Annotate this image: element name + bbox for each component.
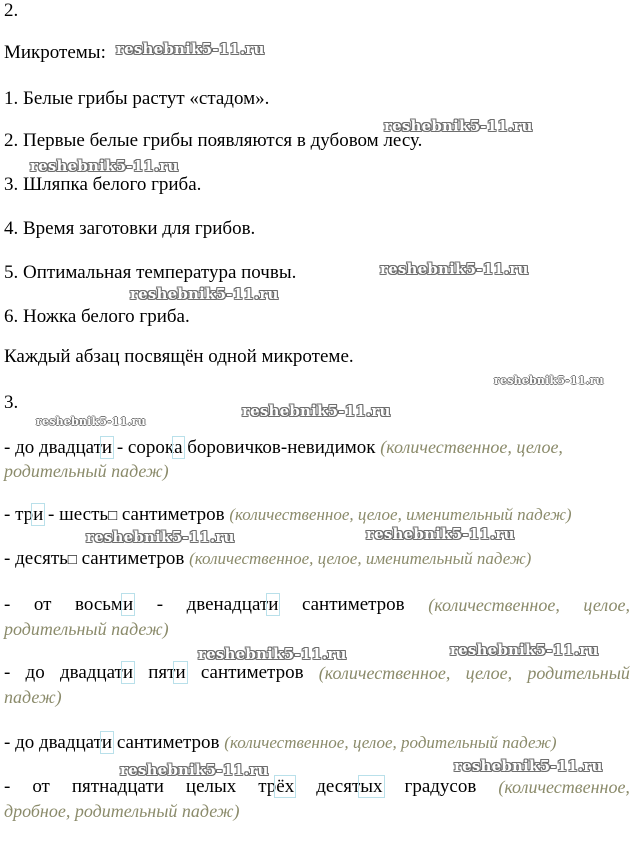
watermark: reshebnik5-11.ru (494, 374, 604, 387)
example-word: от (32, 776, 50, 797)
example-1-line1 (4, 436, 630, 459)
example-text: - тр (4, 504, 34, 525)
example-word: восьми (75, 594, 134, 615)
example-4-line2: родительный падеж) (4, 619, 169, 639)
grammar-note: (количественное, целое, именительный падеж) (229, 505, 572, 524)
example-text: боровичков-невидимок (182, 437, 381, 458)
grammar-note: (количественное, целое, родительный падеж) (224, 733, 557, 752)
example-text: сантиметров (76, 548, 190, 569)
example-word: двадцати (59, 662, 134, 683)
example-1-line2: родительный падеж) (4, 461, 169, 481)
example-3 (4, 548, 630, 571)
grammar-note: (количественное, (318, 663, 451, 683)
example-word: - (4, 776, 11, 797)
example-text: - до двадцат (4, 437, 102, 458)
highlighted-ending: и (33, 504, 44, 525)
example-text: - до двадцат (4, 732, 102, 753)
example-word: трёх (258, 776, 295, 797)
watermark: reshebnik5-11.ru (120, 761, 269, 779)
example-word: до (25, 662, 45, 683)
watermark: reshebnik5-11.ru (36, 415, 146, 428)
example-word: сантиметров (200, 662, 304, 683)
example-word: - (4, 594, 11, 615)
watermark: reshebnik5-11.ru (86, 528, 235, 546)
grammar-note: (количественное, (428, 595, 560, 615)
grammar-note: (количественное, целое, (380, 437, 563, 457)
highlighted-ending: и (175, 662, 186, 683)
highlighted-ending: а (174, 437, 183, 458)
microtheme-4: 4. Время заготовки для грибов. (4, 218, 256, 239)
empty-ending-box: □ (67, 552, 77, 568)
watermark: reshebnik5-11.ru (454, 757, 603, 775)
grammar-note: (количественное, (498, 777, 630, 797)
microtheme-6: 6. Ножка белого гриба. (4, 306, 190, 327)
highlighted-ending: и (122, 662, 134, 683)
example-word: - (4, 662, 11, 683)
example-word: от (33, 594, 52, 615)
example-text: - сорок (112, 437, 175, 458)
watermark: reshebnik5-11.ru (450, 641, 599, 659)
grammar-note: (количественное, целое, именительный падеж) (189, 549, 532, 568)
example-7-line1 (4, 776, 630, 798)
example-text: - десять (4, 548, 68, 569)
section2-summary: Каждый абзац посвящён одной микротеме. (4, 346, 354, 367)
example-text: сантиметров (112, 732, 225, 753)
watermark: reshebnik5-11.ru (130, 285, 279, 303)
highlighted-ending: и (101, 732, 113, 753)
highlighted-ending: и (101, 437, 113, 458)
example-6 (4, 732, 630, 754)
example-word: градусов (404, 776, 477, 797)
watermark: reshebnik5-11.ru (30, 157, 179, 175)
watermark: reshebnik5-11.ru (116, 40, 265, 58)
microtheme-1: 1. Белые грибы растут «стадом». (4, 88, 270, 109)
highlighted-ending: и (122, 594, 134, 615)
grammar-note: целое, (583, 595, 630, 615)
section2-number: 2. (4, 0, 19, 21)
empty-ending-box: □ (108, 508, 118, 524)
example-5-line2: падеж) (4, 687, 62, 707)
section3-number: 3. (4, 392, 19, 413)
example-7-line2: дробное, родительный падеж) (4, 801, 240, 821)
example-5-line1 (4, 662, 630, 684)
highlighted-ending: ых (360, 776, 383, 797)
example-2 (4, 504, 630, 527)
example-word: пятнадцати (71, 776, 164, 797)
microtheme-5: 5. Оптимальная температура почвы. (4, 262, 297, 283)
example-text: - шесть (43, 504, 109, 525)
grammar-note: целое, (465, 663, 513, 683)
example-word: - (156, 594, 164, 615)
example-word: сантиметров (301, 594, 405, 615)
example-4-line1 (4, 594, 630, 616)
section2-heading: Микротемы: (4, 42, 106, 63)
watermark: reshebnik5-11.ru (380, 260, 529, 278)
highlighted-ending: ёх (276, 776, 295, 797)
example-word: десятых (316, 776, 383, 797)
grammar-note: родительный (527, 663, 630, 683)
watermark: reshebnik5-11.ru (242, 402, 391, 420)
watermark: reshebnik5-11.ru (366, 525, 515, 543)
highlighted-ending: и (268, 594, 279, 615)
example-text: сантиметров (117, 504, 230, 525)
example-word: пяти (148, 662, 186, 683)
watermark: reshebnik5-11.ru (198, 645, 347, 663)
example-word: двенадцати (186, 594, 279, 615)
watermark: reshebnik5-11.ru (384, 117, 533, 135)
example-word: целых (185, 776, 237, 797)
microtheme-2: 2. Первые белые грибы появляются в дубовом лесу. (4, 130, 423, 151)
microtheme-3: 3. Шляпка белого гриба. (4, 174, 202, 195)
